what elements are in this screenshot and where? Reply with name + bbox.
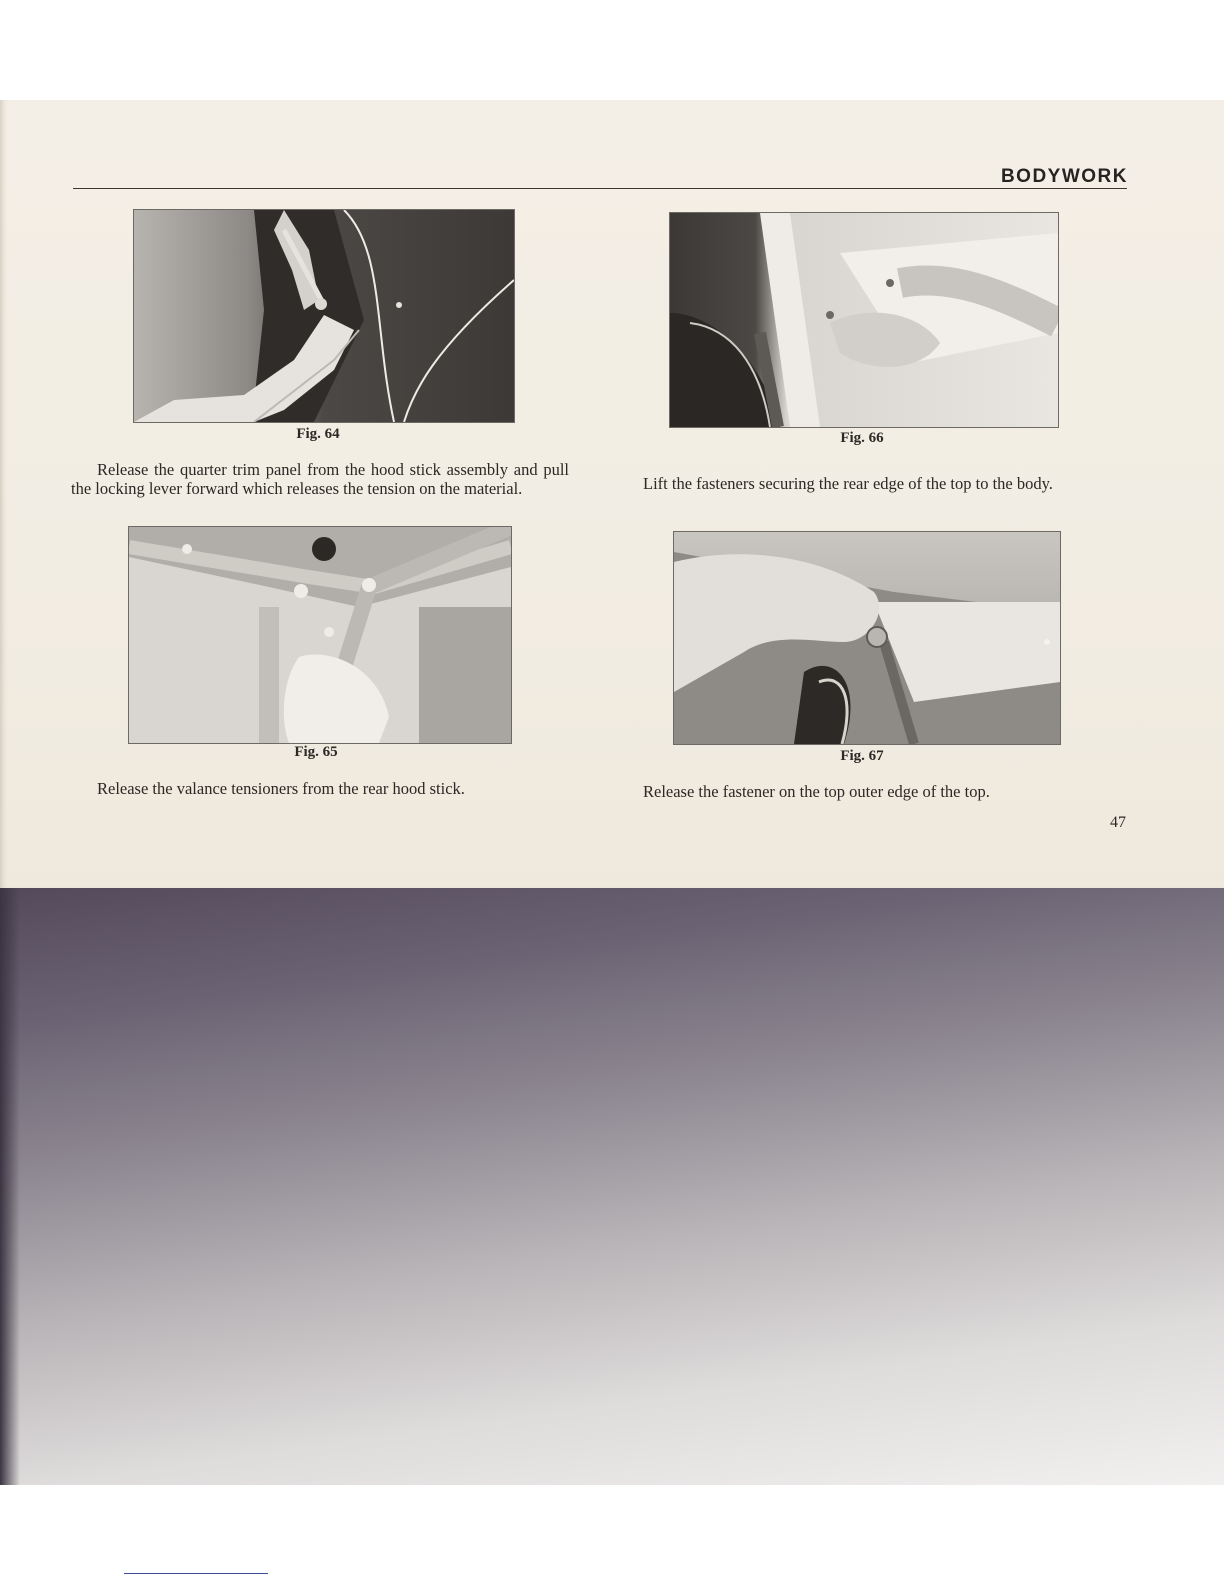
figure-65-caption: Fig. 65 <box>294 744 338 760</box>
figure-65-photo <box>128 526 512 744</box>
figure-65-text: Release the valance tensioners from the rear hood stick. <box>97 779 465 798</box>
figure-64-text: Release the quarter trim panel from the hood stick assembly and pull the locking lever forward which releases the tension on the material. <box>71 460 569 498</box>
scan-background <box>0 888 1224 1485</box>
header-rule <box>73 188 1127 189</box>
figure-66-text: Lift the fasteners securing the rear edge of the top to the body. <box>643 474 1053 493</box>
scan-edge-line <box>124 1573 268 1574</box>
figure-67-photo <box>673 531 1061 745</box>
figure-66-caption: Fig. 66 <box>840 430 884 446</box>
section-title: BODYWORK <box>1000 166 1128 187</box>
figure-64-photo <box>133 209 515 423</box>
page-number: 47 <box>1110 814 1126 831</box>
figure-64-caption: Fig. 64 <box>296 426 340 442</box>
figure-67-text: Release the fastener on the top outer edge of the top. <box>643 782 990 801</box>
figure-66-photo <box>669 212 1059 428</box>
figure-67-caption: Fig. 67 <box>840 748 884 764</box>
